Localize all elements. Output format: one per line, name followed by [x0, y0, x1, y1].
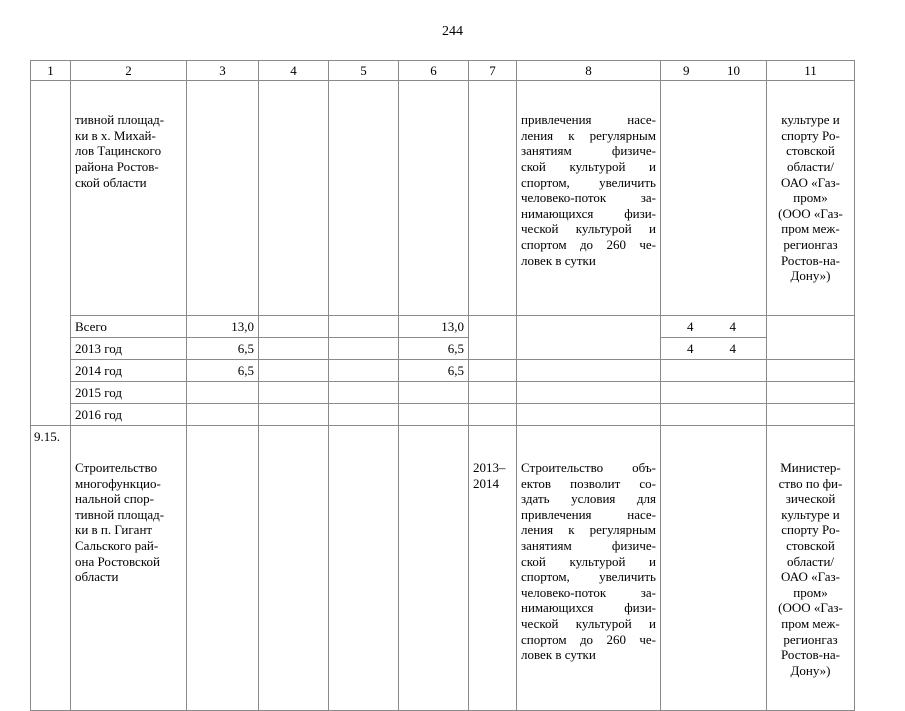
row-a-c3 [187, 81, 259, 316]
col-header-4: 4 [259, 61, 329, 81]
summary-c3: 6,5 [187, 337, 259, 359]
summary-c9-10 [661, 337, 767, 359]
row-a-number [31, 81, 71, 426]
summary-c5 [329, 315, 399, 337]
summary-c7 [469, 315, 517, 359]
summary-c11 [767, 359, 855, 381]
col-header-8: 8 [517, 61, 661, 81]
summary-c6 [399, 403, 469, 425]
col-header-1: 1 [31, 61, 71, 81]
summary-label: 2015 год [71, 381, 187, 403]
col-header-3: 3 [187, 61, 259, 81]
summary-c10: 4 [729, 318, 736, 334]
col-header-9-10 [661, 61, 767, 81]
row-a-executor: культуре и спорту Ро- стовской области/ ОАО «Газ- пром» (ООО «Газ- пром меж- регионгаз Ростов-на- Дону») [767, 81, 855, 316]
row-a-c4 [259, 81, 329, 316]
summary-c3: 6,5 [187, 359, 259, 381]
summary-c8 [517, 315, 661, 359]
summary-row-2014 [31, 359, 855, 381]
summary-c9-10 [661, 315, 767, 337]
table-row-9-15 [31, 425, 855, 710]
row-a-c5 [329, 81, 399, 316]
summary-c9: 4 [687, 340, 694, 356]
summary-c5 [329, 403, 399, 425]
row-b-c3 [187, 425, 259, 710]
col-header-9: 9 [683, 62, 690, 78]
col-header-11: 11 [767, 61, 855, 81]
summary-c6 [399, 381, 469, 403]
summary-row-total [31, 315, 855, 337]
summary-c11 [767, 381, 855, 403]
summary-c8 [517, 381, 661, 403]
row-b-description: Строительство объ- ектов позволит со- здать условия для привлечения насе- ления к регулярным занятиям физиче- ской культурой и спортом, увеличить человеко-поток за- нимающихся физи- ческой культурой и спортом до 260 че- ловек в сутки [517, 425, 661, 710]
summary-label: 2016 год [71, 403, 187, 425]
summary-row-2013 [31, 337, 855, 359]
row-b-executor: Министер- ство по фи- зической культуре и спорту Ро- стовской области/ ОАО «Газ- пром» (ООО «Газ- пром меж- регионгаз Ростов-на- Дону») [767, 425, 855, 710]
row-b-c6 [399, 425, 469, 710]
row-b-c5 [329, 425, 399, 710]
summary-c10: 4 [729, 340, 736, 356]
row-b-period: 2013– 2014 [469, 425, 517, 710]
summary-label: Всего [71, 315, 187, 337]
summary-c11 [767, 403, 855, 425]
header-row [31, 61, 855, 81]
program-table [30, 60, 855, 711]
summary-c4 [259, 381, 329, 403]
summary-c4 [259, 337, 329, 359]
row-a-name: тивной площад- ки в х. Михай- лов Тацинского района Ростов- ской области [71, 81, 187, 316]
summary-c5 [329, 381, 399, 403]
summary-row-2015 [31, 381, 855, 403]
summary-c4 [259, 315, 329, 337]
summary-c9-10 [661, 403, 767, 425]
col-header-7: 7 [469, 61, 517, 81]
row-a-description: привлечения насе- ления к регулярным занятиям физиче- ской культурой и спортом, увеличить человеко-поток за- нимающихся физи- ческой культурой и спортом до 260 че- ловек в сутки [517, 81, 661, 316]
row-b-c4 [259, 425, 329, 710]
summary-c5 [329, 359, 399, 381]
summary-c8 [517, 403, 661, 425]
summary-c6: 6,5 [399, 359, 469, 381]
summary-c4 [259, 403, 329, 425]
summary-c6: 6,5 [399, 337, 469, 359]
summary-c7 [469, 359, 517, 381]
summary-c3 [187, 381, 259, 403]
summary-c4 [259, 359, 329, 381]
summary-c5 [329, 337, 399, 359]
summary-c9: 4 [687, 318, 694, 334]
col-header-5: 5 [329, 61, 399, 81]
summary-label: 2013 год [71, 337, 187, 359]
summary-c7 [469, 403, 517, 425]
summary-c6: 13,0 [399, 315, 469, 337]
row-a-c6 [399, 81, 469, 316]
row-a-c7 [469, 81, 517, 316]
col-header-6: 6 [399, 61, 469, 81]
summary-c9-10 [661, 359, 767, 381]
row-b-number: 9.15. [31, 425, 71, 710]
summary-c8 [517, 359, 661, 381]
row-a-c9-10 [661, 81, 767, 316]
summary-c3 [187, 403, 259, 425]
summary-c11 [767, 315, 855, 359]
summary-c7 [469, 381, 517, 403]
col-header-10: 10 [727, 62, 740, 78]
summary-c3: 13,0 [187, 315, 259, 337]
row-b-c9-10 [661, 425, 767, 710]
page-number: 244 [442, 24, 463, 39]
row-b-name: Строительство многофункцио- нальной спор- тивной площад- ки в п. Гигант Сальского рай- она Ростовской области [71, 425, 187, 710]
col-header-2: 2 [71, 61, 187, 81]
table-row-continuation [31, 81, 855, 316]
summary-c9-10 [661, 381, 767, 403]
summary-row-2016 [31, 403, 855, 425]
summary-label: 2014 год [71, 359, 187, 381]
